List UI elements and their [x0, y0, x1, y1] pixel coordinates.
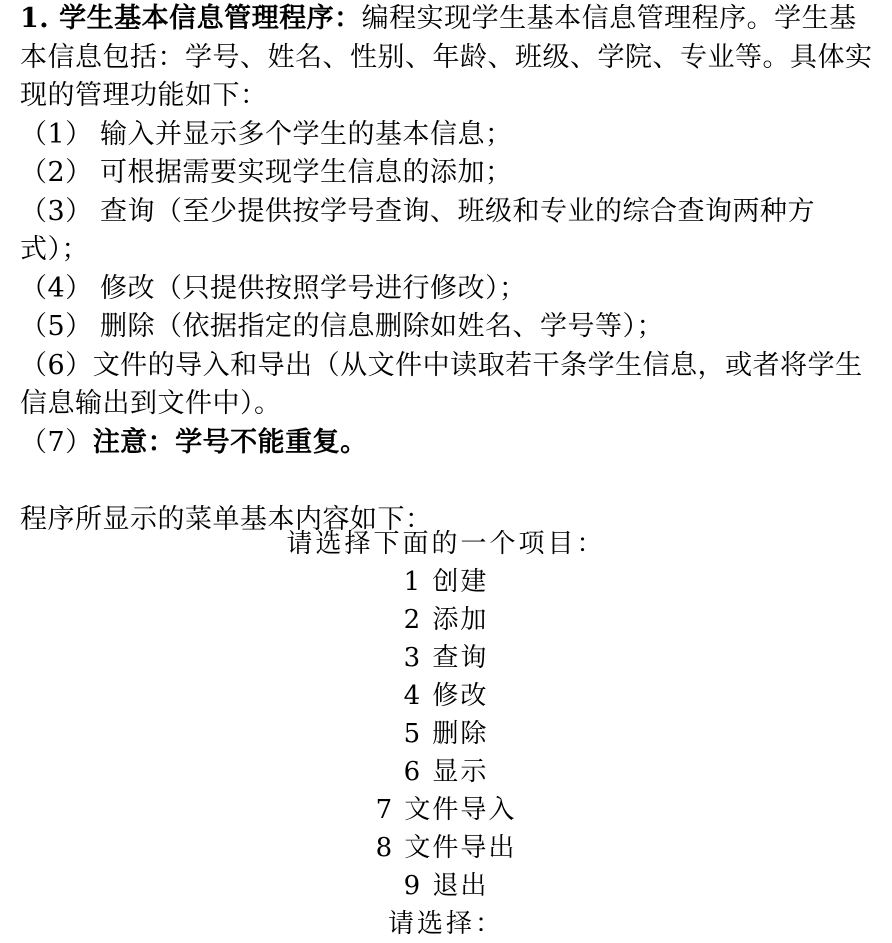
task-description: 编程实现学生基本信息管理程序。学生基本信息包括：学号、姓名、性别、年龄、班级、学院、专业等。具体实现的管理功能如下： [20, 3, 873, 111]
menu-item-modify: 4 修改 [403, 681, 489, 711]
requirement-item [20, 270, 880, 309]
requirement-number: （7） [20, 426, 93, 458]
requirement-number: （2） [20, 157, 93, 188]
document-body [20, 0, 880, 539]
requirement-item [20, 116, 880, 155]
menu-item-exit: 9 退出 [403, 871, 489, 901]
menu-heading: 请选择下面的一个项目： [286, 529, 606, 559]
menu-prompt: 请选择： [387, 909, 504, 939]
menu-item-delete: 5 删除 [403, 719, 489, 749]
requirement-text: 输入并显示多个学生的基本信息； [100, 118, 513, 150]
menu-item-create: 1 创建 [403, 567, 489, 597]
menu-intro: 程序所显示的菜单基本内容如下： [20, 503, 433, 535]
requirement-number: （5） [20, 311, 93, 342]
requirement-note: 注意：学号不能重复。 [92, 426, 368, 458]
task-title: 1. 学生基本信息管理程序： [20, 3, 362, 34]
menu-item-display: 6 显示 [403, 757, 489, 787]
requirement-text: 可根据需要实现学生信息的添加； [100, 157, 513, 188]
requirement-number: （3） [20, 195, 93, 227]
requirement-text: 修改（只提供按照学号进行修改）； [100, 272, 527, 304]
requirement-number: （6） [20, 349, 93, 381]
menu-item-export: 8 文件导出 [375, 833, 517, 863]
requirement-item [20, 308, 880, 347]
requirement-text: 删除（依据指定的信息删除如姓名、学号等）； [100, 311, 664, 342]
requirement-text: 查询（至少提供按学号查询、班级和专业的综合查询两种方式）； [20, 195, 815, 265]
requirement-item [20, 193, 880, 270]
requirement-number: （4） [20, 272, 93, 304]
requirement-item [20, 424, 880, 463]
menu-item-add: 2 添加 [403, 605, 489, 635]
spacer [20, 462, 880, 501]
requirement-item [20, 154, 880, 193]
intro-paragraph [20, 0, 880, 116]
requirement-number: （1） [20, 118, 93, 150]
requirement-item [20, 347, 880, 424]
menu-item-import: 7 文件导入 [375, 795, 517, 825]
menu-listing [0, 525, 892, 943]
menu-item-query: 3 查询 [403, 643, 489, 673]
requirement-text: 文件的导入和导出（从文件中读取若干条学生信息，或者将学生信息输出到文件中）。 [20, 349, 863, 419]
